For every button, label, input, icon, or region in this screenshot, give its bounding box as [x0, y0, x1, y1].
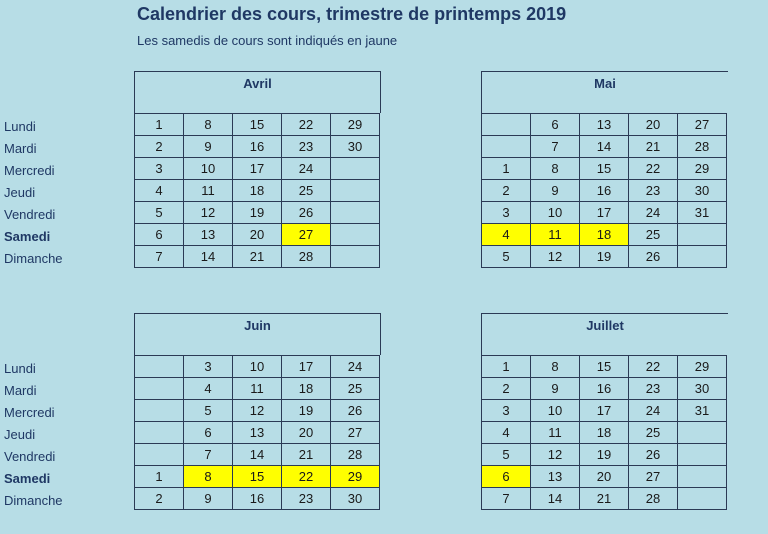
day-cell: 3 [135, 158, 184, 180]
page-title: Calendrier des cours, trimestre de printemps 2019 [137, 4, 567, 24]
week-row [482, 378, 727, 400]
empty-cell [331, 202, 380, 224]
day-label-mardi: Mardi [4, 383, 37, 398]
week-row [135, 422, 380, 444]
day-labels-top [4, 116, 124, 270]
day-cell: 10 [233, 356, 282, 378]
day-cell: 15 [580, 356, 629, 378]
week-row [135, 488, 380, 510]
day-cell: 13 [233, 422, 282, 444]
day-label-mercredi: Mercredi [4, 163, 55, 178]
day-cell: 22 [282, 466, 331, 488]
day-cell: 23 [629, 378, 678, 400]
day-cell: 31 [678, 202, 727, 224]
day-cell: 14 [233, 444, 282, 466]
day-label-samedi: Samedi [4, 229, 51, 244]
day-label-mercredi: Mercredi [4, 405, 55, 420]
day-cell: 7 [184, 444, 233, 466]
month-grid [134, 113, 380, 268]
day-label-lundi: Lundi [4, 119, 36, 134]
empty-cell [678, 224, 727, 246]
empty-cell [135, 422, 184, 444]
day-cell: 14 [580, 136, 629, 158]
week-row [135, 356, 380, 378]
day-cell: 26 [629, 444, 678, 466]
month-header: Avril [134, 71, 381, 113]
page-subtitle: Les samedis de cours sont indiqués en jaune [137, 33, 398, 48]
week-row [135, 158, 380, 180]
day-cell: 15 [580, 158, 629, 180]
day-cell: 28 [678, 136, 727, 158]
empty-cell [135, 400, 184, 422]
day-cell: 12 [233, 400, 282, 422]
month-grid [481, 355, 727, 510]
week-row [482, 488, 727, 510]
day-cell: 30 [331, 136, 380, 158]
day-cell: 1 [135, 466, 184, 488]
day-cell: 21 [282, 444, 331, 466]
day-cell: 25 [331, 378, 380, 400]
week-row [135, 400, 380, 422]
day-cell: 29 [331, 114, 380, 136]
day-cell: 3 [482, 202, 531, 224]
empty-cell [135, 444, 184, 466]
day-cell: 18 [282, 378, 331, 400]
week-row [482, 202, 727, 224]
day-cell: 11 [531, 224, 580, 246]
week-row [482, 246, 727, 268]
day-cell: 21 [233, 246, 282, 268]
day-cell: 11 [184, 180, 233, 202]
day-cell: 26 [331, 400, 380, 422]
day-cell: 28 [282, 246, 331, 268]
day-cell: 16 [233, 488, 282, 510]
day-cell: 23 [282, 136, 331, 158]
empty-cell [482, 136, 531, 158]
day-cell: 20 [629, 114, 678, 136]
day-cell: 18 [580, 422, 629, 444]
day-cell: 20 [282, 422, 331, 444]
day-cell: 17 [580, 202, 629, 224]
day-cell: 24 [629, 202, 678, 224]
day-cell: 13 [531, 466, 580, 488]
week-row [482, 356, 727, 378]
week-row [482, 466, 727, 488]
day-cell: 9 [531, 378, 580, 400]
empty-cell [678, 444, 727, 466]
day-cell: 31 [678, 400, 727, 422]
day-cell: 8 [184, 466, 233, 488]
empty-cell [135, 356, 184, 378]
day-cell: 1 [482, 356, 531, 378]
empty-cell [331, 224, 380, 246]
day-cell: 5 [482, 444, 531, 466]
day-cell: 2 [482, 180, 531, 202]
day-cell: 26 [629, 246, 678, 268]
day-cell: 28 [629, 488, 678, 510]
day-cell: 27 [331, 422, 380, 444]
week-row [482, 224, 727, 246]
month-header: Juin [134, 313, 381, 355]
day-cell: 7 [482, 488, 531, 510]
empty-cell [331, 180, 380, 202]
day-cell: 28 [331, 444, 380, 466]
week-row [135, 202, 380, 224]
day-cell: 16 [580, 180, 629, 202]
day-cell: 12 [531, 246, 580, 268]
day-cell: 10 [531, 202, 580, 224]
day-labels-bottom [4, 358, 124, 512]
week-row [135, 378, 380, 400]
day-cell: 23 [282, 488, 331, 510]
day-cell: 22 [282, 114, 331, 136]
month-header: Mai [481, 71, 728, 113]
month-juillet [481, 313, 728, 510]
day-cell: 4 [135, 180, 184, 202]
day-cell: 27 [282, 224, 331, 246]
day-cell: 20 [580, 466, 629, 488]
day-cell: 11 [531, 422, 580, 444]
empty-cell [678, 488, 727, 510]
week-row [482, 136, 727, 158]
empty-cell [482, 114, 531, 136]
day-cell: 12 [531, 444, 580, 466]
day-label-mardi: Mardi [4, 141, 37, 156]
day-cell: 22 [629, 158, 678, 180]
day-cell: 6 [531, 114, 580, 136]
day-cell: 5 [482, 246, 531, 268]
week-row [482, 114, 727, 136]
day-cell: 30 [331, 488, 380, 510]
day-cell: 23 [629, 180, 678, 202]
day-cell: 18 [580, 224, 629, 246]
day-cell: 29 [331, 466, 380, 488]
week-row [482, 180, 727, 202]
day-cell: 9 [531, 180, 580, 202]
day-cell: 6 [184, 422, 233, 444]
day-label-vendredi: Vendredi [4, 449, 56, 464]
day-cell: 8 [531, 158, 580, 180]
day-cell: 2 [482, 378, 531, 400]
day-label-dimanche: Dimanche [4, 251, 63, 266]
day-cell: 25 [629, 422, 678, 444]
day-cell: 27 [678, 114, 727, 136]
month-juin [134, 313, 381, 510]
day-label-jeudi: Jeudi [4, 185, 36, 200]
day-label-samedi: Samedi [4, 471, 51, 486]
week-row [482, 422, 727, 444]
day-cell: 17 [282, 356, 331, 378]
day-cell: 25 [629, 224, 678, 246]
day-cell: 4 [184, 378, 233, 400]
day-cell: 18 [233, 180, 282, 202]
day-cell: 14 [531, 488, 580, 510]
week-row [135, 246, 380, 268]
day-cell: 10 [531, 400, 580, 422]
day-cell: 2 [135, 136, 184, 158]
day-label-jeudi: Jeudi [4, 427, 36, 442]
day-cell: 25 [282, 180, 331, 202]
day-cell: 7 [531, 136, 580, 158]
day-cell: 16 [233, 136, 282, 158]
day-cell: 29 [678, 158, 727, 180]
day-label-dimanche: Dimanche [4, 493, 63, 508]
empty-cell [331, 246, 380, 268]
empty-cell [135, 378, 184, 400]
week-row [482, 158, 727, 180]
day-label-lundi: Lundi [4, 361, 36, 376]
day-cell: 19 [580, 444, 629, 466]
day-cell: 5 [184, 400, 233, 422]
day-cell: 30 [678, 378, 727, 400]
day-cell: 17 [233, 158, 282, 180]
day-cell: 13 [184, 224, 233, 246]
day-cell: 22 [629, 356, 678, 378]
day-cell: 6 [135, 224, 184, 246]
week-row [135, 466, 380, 488]
day-cell: 27 [629, 466, 678, 488]
week-row [135, 114, 380, 136]
day-cell: 12 [184, 202, 233, 224]
week-row [135, 180, 380, 202]
day-cell: 5 [135, 202, 184, 224]
day-cell: 10 [184, 158, 233, 180]
month-header: Juillet [481, 313, 728, 355]
day-cell: 29 [678, 356, 727, 378]
week-row [135, 136, 380, 158]
day-cell: 21 [580, 488, 629, 510]
day-cell: 1 [482, 158, 531, 180]
empty-cell [331, 158, 380, 180]
week-row [135, 224, 380, 246]
day-cell: 8 [531, 356, 580, 378]
day-cell: 7 [135, 246, 184, 268]
day-cell: 24 [331, 356, 380, 378]
day-cell: 9 [184, 136, 233, 158]
month-mai [481, 71, 728, 268]
day-cell: 19 [233, 202, 282, 224]
day-cell: 14 [184, 246, 233, 268]
month-grid [134, 355, 380, 510]
day-cell: 15 [233, 466, 282, 488]
day-cell: 24 [282, 158, 331, 180]
day-cell: 20 [233, 224, 282, 246]
day-cell: 30 [678, 180, 727, 202]
day-cell: 17 [580, 400, 629, 422]
day-cell: 4 [482, 224, 531, 246]
month-avril [134, 71, 381, 268]
day-cell: 26 [282, 202, 331, 224]
day-cell: 3 [482, 400, 531, 422]
week-row [135, 444, 380, 466]
day-cell: 21 [629, 136, 678, 158]
day-cell: 9 [184, 488, 233, 510]
day-cell: 13 [580, 114, 629, 136]
day-cell: 11 [233, 378, 282, 400]
day-cell: 24 [629, 400, 678, 422]
week-row [482, 444, 727, 466]
day-cell: 3 [184, 356, 233, 378]
day-cell: 2 [135, 488, 184, 510]
day-cell: 19 [282, 400, 331, 422]
empty-cell [678, 422, 727, 444]
empty-cell [678, 466, 727, 488]
day-cell: 16 [580, 378, 629, 400]
week-row [482, 400, 727, 422]
day-cell: 15 [233, 114, 282, 136]
day-cell: 19 [580, 246, 629, 268]
day-label-vendredi: Vendredi [4, 207, 56, 222]
month-grid [481, 113, 727, 268]
empty-cell [678, 246, 727, 268]
day-cell: 6 [482, 466, 531, 488]
day-cell: 1 [135, 114, 184, 136]
day-cell: 8 [184, 114, 233, 136]
day-cell: 4 [482, 422, 531, 444]
